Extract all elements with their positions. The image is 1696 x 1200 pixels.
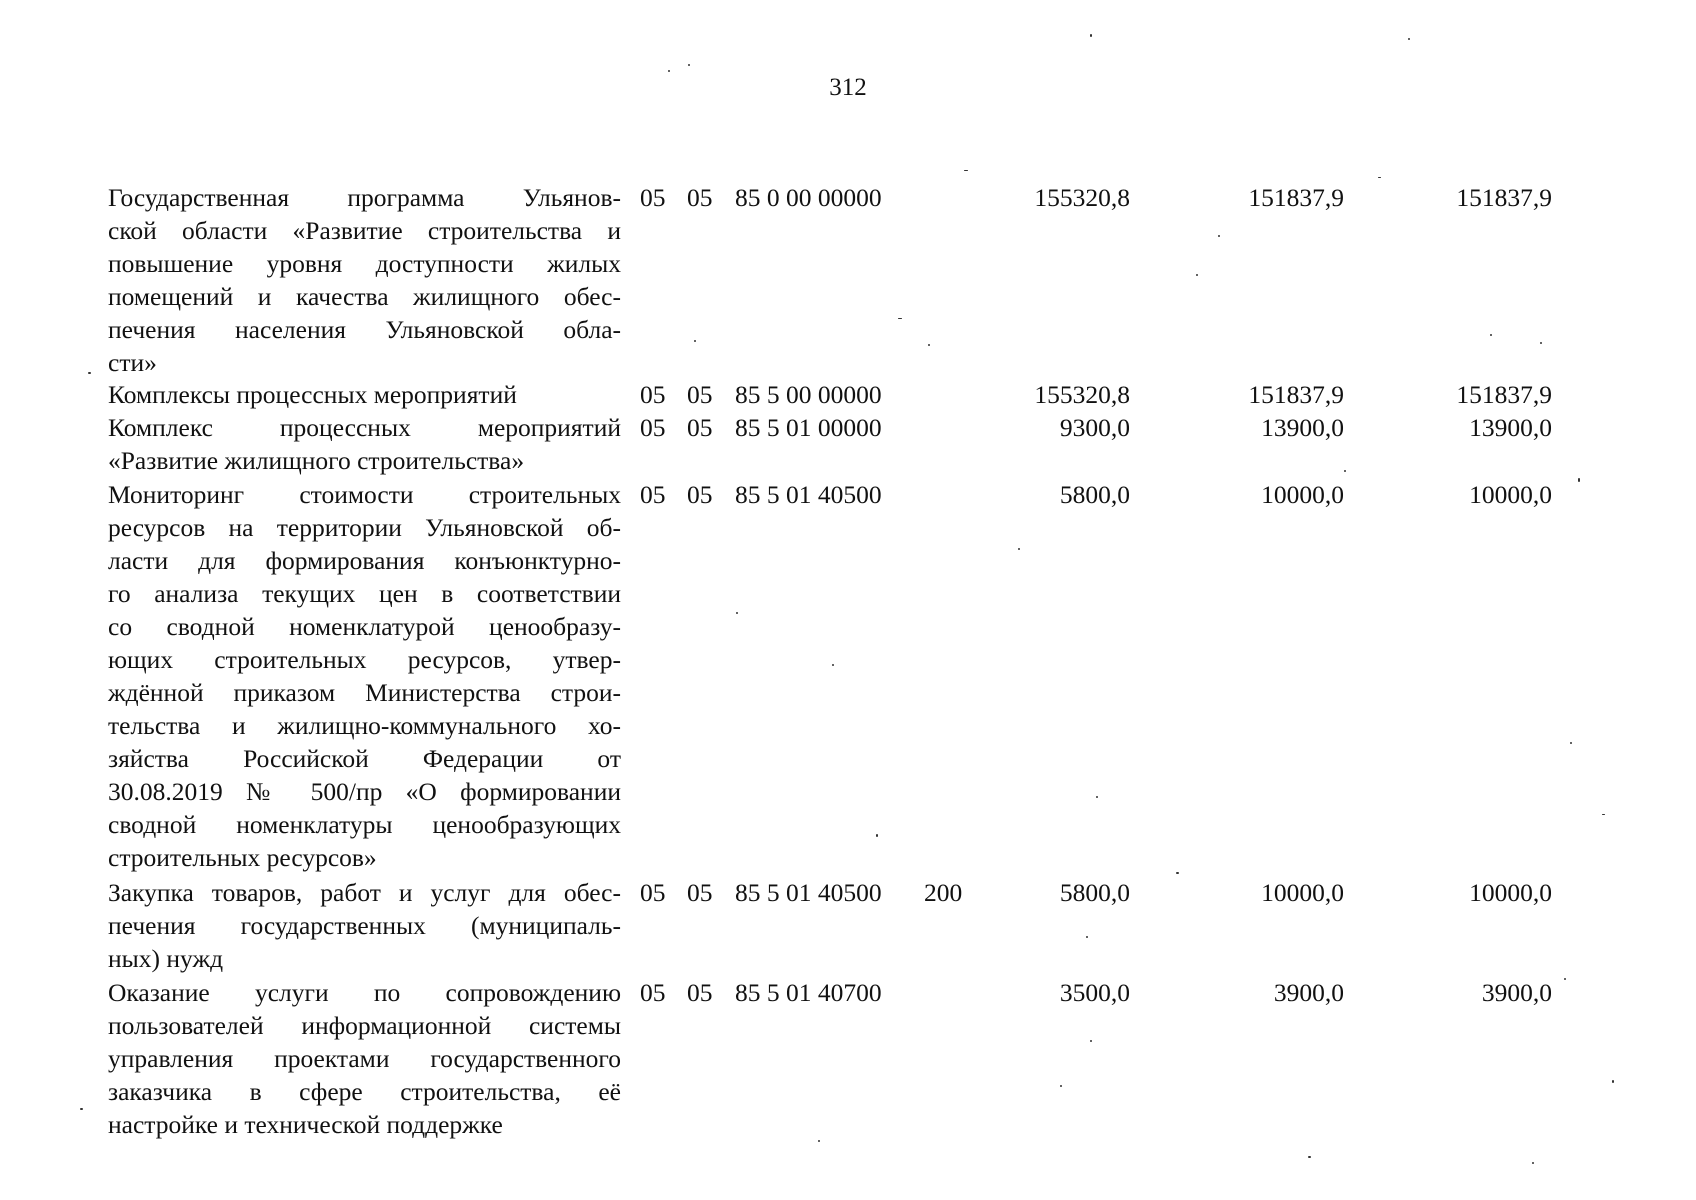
amount-year-1: 155320,8 (1034, 183, 1130, 212)
section-code: 05 (640, 978, 666, 1007)
amount-year-3: 3900,0 (1481, 978, 1552, 1007)
description-line: печения государственных (муниципаль- (108, 911, 621, 940)
description-line: го анализа текущих цен в соответствии (108, 579, 621, 608)
description-line: ресурсов на территории Ульяновской об- (108, 513, 621, 542)
description-line: Комплекс процессных мероприятий (108, 413, 621, 442)
description-line: ных) нужд (108, 944, 224, 973)
target-article-code: 85 5 01 40700 (735, 978, 882, 1007)
description-line: сводной номенклатуры ценообразующих (108, 810, 621, 839)
description-line: Оказание услуги по сопровождению (108, 978, 621, 1007)
row-description (108, 378, 621, 411)
subsection-code: 05 (687, 978, 713, 1007)
amount-year-3: 13900,0 (1469, 413, 1552, 442)
description-line: Закупка товаров, работ и услуг для обес- (108, 878, 621, 907)
description-line: повышение уровня доступности жилых (108, 249, 621, 278)
amount-year-3: 10000,0 (1469, 480, 1552, 509)
row-description (108, 411, 621, 477)
row-description (108, 181, 621, 379)
section-code: 05 (640, 380, 666, 409)
section-code: 05 (640, 878, 666, 907)
description-line: «Развитие жилищного строительства» (108, 446, 525, 475)
description-line: настройке и технической поддержке (108, 1110, 503, 1139)
amount-year-1: 9300,0 (1059, 413, 1130, 442)
amount-year-2: 151837,9 (1248, 380, 1344, 409)
description-line: заказчика в сфере строительства, её (108, 1077, 621, 1106)
target-article-code: 85 5 00 00000 (735, 380, 882, 409)
section-code: 05 (640, 413, 666, 442)
target-article-code: 85 5 01 00000 (735, 413, 882, 442)
description-line: ской области «Развитие строительства и (108, 216, 621, 245)
description-line: зяйства Российской Федерации от (108, 744, 621, 773)
description-line: 30.08.2019 № 500/пр «О формировании (108, 777, 621, 806)
section-code: 05 (640, 183, 666, 212)
amount-year-1: 3500,0 (1059, 978, 1130, 1007)
target-article-code: 85 5 01 40500 (735, 878, 882, 907)
description-line: со сводной номенклатурой ценообразу- (108, 612, 621, 641)
subsection-code: 05 (687, 413, 713, 442)
amount-year-1: 155320,8 (1034, 380, 1130, 409)
amount-year-2: 3900,0 (1273, 978, 1344, 1007)
expense-type-code: 200 (924, 878, 963, 907)
description-line: пользователей информационной системы (108, 1011, 621, 1040)
description-line: ющих строительных ресурсов, утвер- (108, 645, 621, 674)
row-description (108, 478, 621, 874)
description-line: сти» (108, 348, 157, 377)
section-code: 05 (640, 480, 666, 509)
amount-year-1: 5800,0 (1059, 878, 1130, 907)
description-line: ждённой приказом Министерства строи- (108, 678, 621, 707)
amount-year-3: 151837,9 (1456, 183, 1552, 212)
amount-year-2: 10000,0 (1261, 878, 1344, 907)
description-line: Комплексы процессных мероприятий (108, 380, 517, 409)
description-line: Государственная программа Ульянов- (108, 183, 621, 212)
amount-year-3: 10000,0 (1469, 878, 1552, 907)
amount-year-2: 13900,0 (1261, 413, 1344, 442)
row-description (108, 876, 621, 975)
amount-year-2: 10000,0 (1261, 480, 1344, 509)
amount-year-3: 151837,9 (1456, 380, 1552, 409)
description-line: Мониторинг стоимости строительных (108, 480, 621, 509)
page-number: 312 (829, 74, 867, 101)
description-line: тельства и жилищно-коммунального хо- (108, 711, 621, 740)
description-line: управления проектами государственного (108, 1044, 621, 1073)
subsection-code: 05 (687, 183, 713, 212)
amount-year-2: 151837,9 (1248, 183, 1344, 212)
target-article-code: 85 0 00 00000 (735, 183, 882, 212)
subsection-code: 05 (687, 878, 713, 907)
amount-year-1: 5800,0 (1059, 480, 1130, 509)
description-line: строительных ресурсов» (108, 843, 377, 872)
subsection-code: 05 (687, 380, 713, 409)
row-description (108, 976, 621, 1141)
description-line: печения населения Ульяновской обла- (108, 315, 621, 344)
subsection-code: 05 (687, 480, 713, 509)
target-article-code: 85 5 01 40500 (735, 480, 882, 509)
description-line: ласти для формирования конъюнктурно- (108, 546, 621, 575)
description-line: помещений и качества жилищного обес- (108, 282, 621, 311)
